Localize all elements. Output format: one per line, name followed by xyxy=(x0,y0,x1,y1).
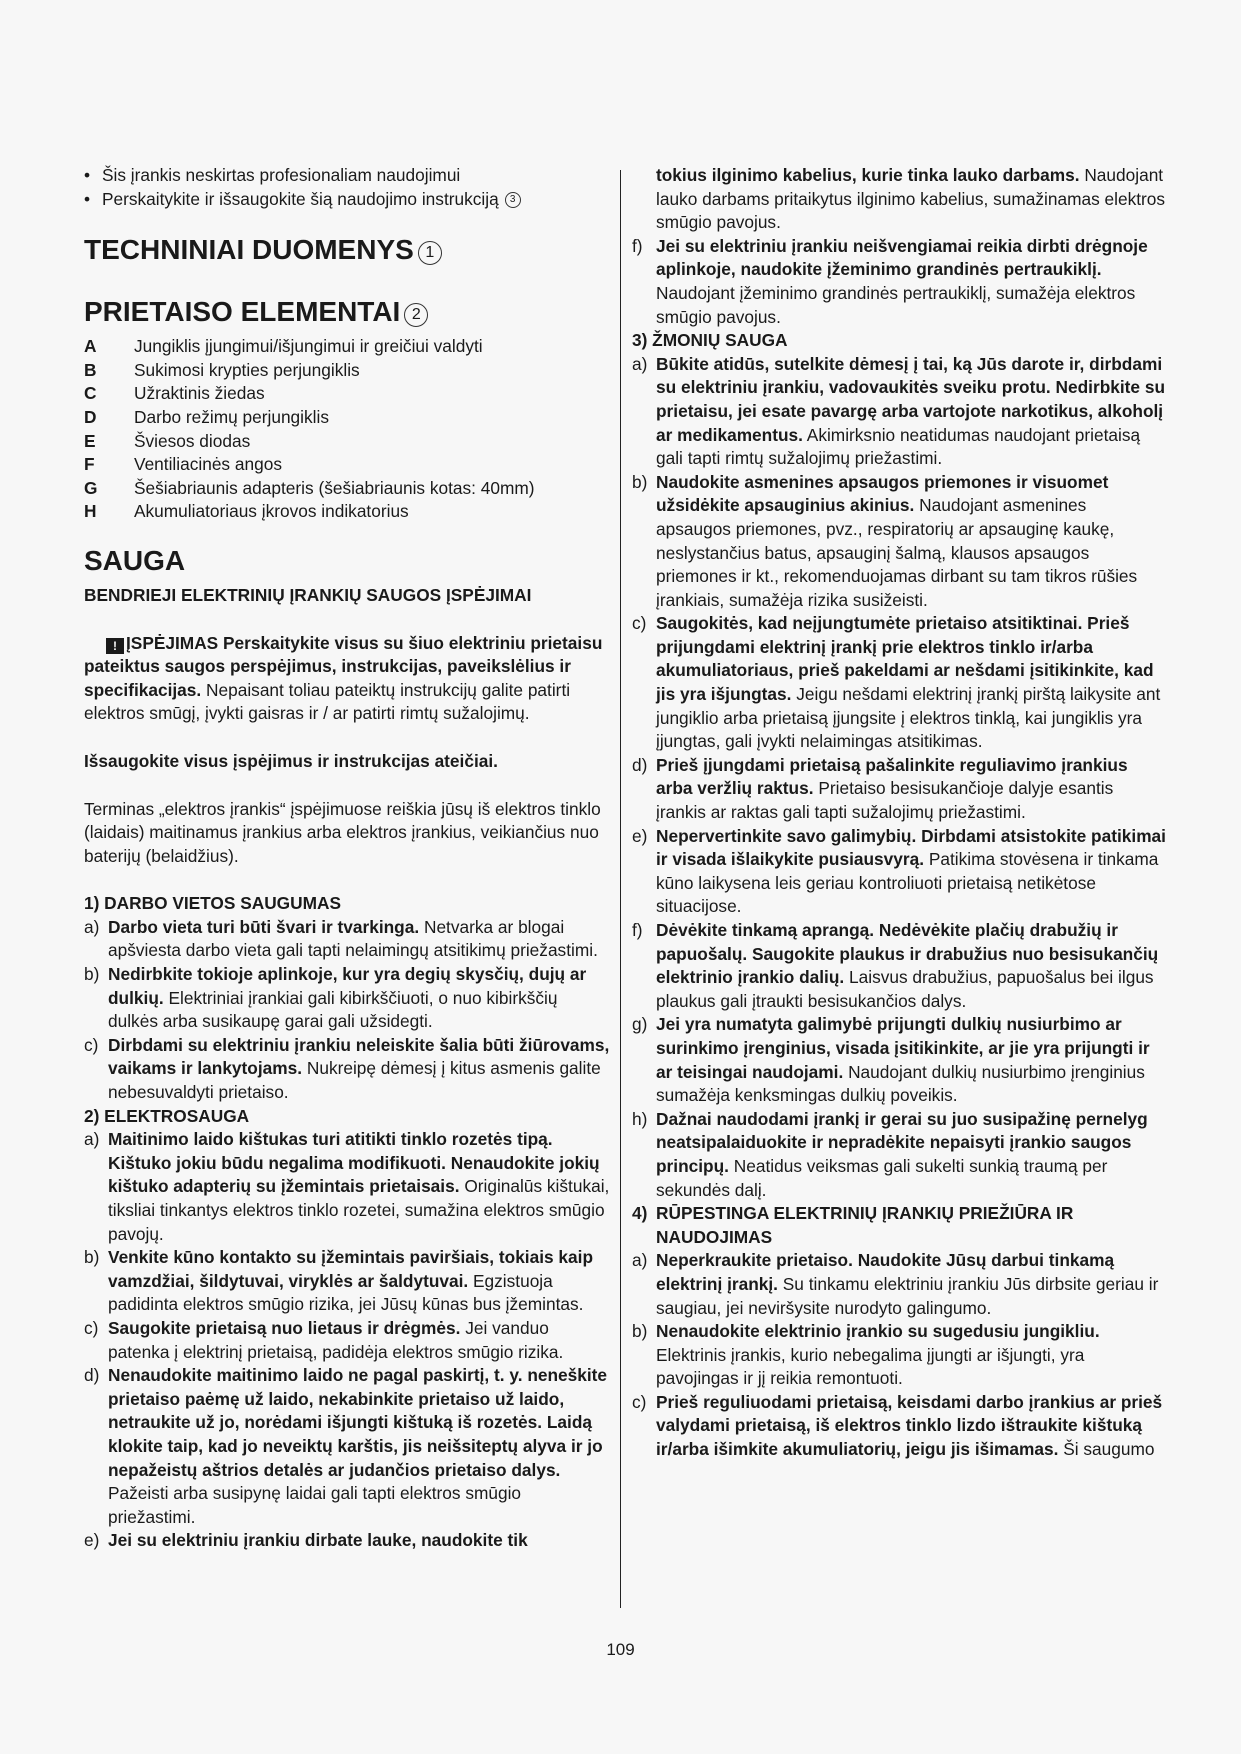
electrical-title: 2) ELEKTROSAUGA xyxy=(84,1105,250,1126)
figure-ref-3: 3 xyxy=(505,192,521,208)
list-item: c) Saugokite prietaisą nuo lietaus ir drėgmės. Jei vanduo patenka į elektrinį prietaisą, padidėja elektros smūgio rizika. xyxy=(84,1317,564,1362)
list-item: c) Dirbdami su elektriniu įrankiu neleiskite šalia būti žiūrovams, vaikams ir lankytojams. Nukreipę dėmesį į kitus asmenis galite nebesuvaldyti prietaiso. xyxy=(84,1034,610,1103)
general-safety-heading: BENDRIEJI ELEKTRINIŲ ĮRANKIŲ SAUGOS ĮSPĖJIMAI xyxy=(84,584,532,605)
left-column xyxy=(84,164,612,1553)
safety-title: SAUGA xyxy=(84,544,186,576)
part-row: G Šešiabriaunis adapteris (šešiabriaunis kotas: 40mm) xyxy=(84,477,535,498)
intro-bullet-1: • Šis įrankis neskirtas profesionaliam naudojimui xyxy=(84,164,612,188)
right-column xyxy=(632,164,1166,1462)
list-item: e) Nepervertinkite savo galimybių. Dirbdami atsistokite patikimai ir visada išlaikykite pusiausvyrą. Patikima stovėsena ir tinkama kūno laikysena leis geriau kontroliuoti prietaisą netikėtose situacijose. xyxy=(632,825,1166,917)
keep-instructions: Išsaugokite visus įspėjimus ir instrukcijas ateičiai. xyxy=(84,750,498,771)
warning-paragraph: ! ĮSPĖJIMAS Perskaitykite visus su šiuo elektriniu prietaisu pateiktus saugos perspėjimus, instrukcijas, paveikslėlius ir specifikacijas. Nepaisant toliau pateiktų instrukcijų galite patirti elektros smūgį, įvykti gaisras ir / ar patirti rimtų sužalojimų. xyxy=(84,632,603,724)
intro-bullet-2: • Perskaitykite ir išsaugokite šią naudojimo instrukciją 3 xyxy=(84,188,612,212)
personal-safety-title: 3) ŽMONIŲ SAUGA xyxy=(632,330,788,351)
list-item: c) Saugokitės, kad neįjungtumėte prietaiso atsitiktinai. Prieš prijungdami elektrinį įrankį prie elektros tinklo ir/arba akumuliatoriaus, prieš pakeldami ar nešdami įsitikinkite, kad jis yra išjungtas. Jeigu nešdami elektrinį įrankį pirštą laikysite ant jungiklio arba prietaisą įjungsite į elektros tinklą, kai jungiklis yra įjungtas, gali įvykti nelaimingas atsitikimas. xyxy=(632,613,1161,752)
list-item: b) Venkite kūno kontakto su įžemintais paviršiais, tokiais kaip vamzdžiai, šildytuvai, viryklės ar šaldytuvai. Egzistuoja padidinta elektros smūgio rizika, jei Jūsų kūnas bus įžemintas. xyxy=(84,1247,594,1315)
figure-ref-1: 1 xyxy=(418,241,442,265)
list-item-continued: tokius ilginimo kabelius, kurie tinka lauko darbams. Naudojant lauko darbams pritaikytus ilginimo kabelius, sumažinamas elektros smūgio pavojus. xyxy=(656,165,1166,233)
list-item: f) Dėvėkite tinkamą aprangą. Nedėvėkite plačių drabužių ir papuošalų. Saugokite plaukus ir drabužius nuo besisukančių elektrinio įrankio dalių. Laisvus drabužius, papuošalus bei ilgus plaukus gali įtraukti besisukančios dalys. xyxy=(632,920,1159,1011)
part-row: E Šviesos diodas xyxy=(84,430,251,451)
warning-triangle-icon: ! xyxy=(106,638,124,654)
list-item: a) Darbo vieta turi būti švari ir tvarkinga. Netvarka ar blogai apšviesta darbo vieta gali tapti nelaimingų atsitikimų priežastimi. xyxy=(84,916,598,961)
list-item: d) Prieš įjungdami prietaisą pašalinkite reguliavimo įrankius arba veržlių raktus. Prietaiso besisukančioje dalyje esantis įrankis ar raktas gali tapti sužalojimų priežastimi. xyxy=(632,754,1128,823)
list-item: c) Prieš reguliuodami prietaisą, keisdami darbo įrankius ar prieš valydami prietaisą, iš elektros tinklo lizdo ištraukite kištuką ir/arba išimkite akumuliatorių, jeigu jis išimamas. Ši saugumo xyxy=(632,1391,1163,1460)
list-item: a) Neperkraukite prietaiso. Naudokite Jūsų darbui tinkamą elektrinį įrankį. Su tinkamu elektriniu įrankiu Jūs dirbsite geriau ir saugiau, jei neviršysite nurodyto galingumo. xyxy=(632,1250,1159,1318)
part-row: B Sukimosi krypties perjungiklis xyxy=(84,359,360,380)
page-number: 109 xyxy=(606,1640,635,1659)
figure-ref-2: 2 xyxy=(404,303,428,327)
list-item: f) Jei su elektriniu įrankiu neišvengiamai reikia dirbti drėgnoje aplinkoje, naudokite įžeminimo grandinės pertraukiklį. Naudojant įžeminimo grandinės pertraukiklį, sumažėja elektros smūgio pavojus. xyxy=(632,235,1148,327)
intro-bullets xyxy=(84,164,612,211)
list-item: h) Dažnai naudodami įrankį ir gerai su juo susipažinę pernelyg neatsipalaiduokite ir nepradėkite nepaisyti įrankio saugos principų. Neatidus veiksmas gali sukelti sunkią traumą per sekundės dalį. xyxy=(632,1108,1148,1200)
elements-title: PRIETAISO ELEMENTAI 2 xyxy=(84,295,612,329)
tool-care-title: 4) RŪPESTINGA ELEKTRINIŲ ĮRANKIŲ PRIEŽIŪRA IR NAUDOJIMAS xyxy=(632,1203,1074,1247)
list-item: a) Būkite atidūs, sutelkite dėmesį į tai, ką Jūs darote ir, dirbdami su elektriniu įrankiu, vadovaukitės sveiku protu. Nedirbkite su prietaisu, jei esate pavargę arba vartojote narkotikus, alkoholį ar medikamentus. Akimirksnio neatidumas naudojant prietaisą gali tapti rimtų sužalojimų priežastimi. xyxy=(632,353,1165,469)
work-area-title: 1) DARBO VIETOS SAUGUMAS xyxy=(84,893,342,914)
term-definition: Terminas „elektros įrankis“ įspėjimuose reiškia jūsų iš elektros tinklo (laidais) maitinamus įrankius arba elektros įrankius, veikiančius nuo baterijų (belaidžius). xyxy=(84,798,601,866)
list-item: g) Jei yra numatyta galimybė prijungti dulkių nusiurbimo ar surinkimo įrenginius, visada įsitikinkite, ar jie yra prijungti ir ar teisingai naudojami. Naudojant dulkių nusiurbimo įrenginius sumažėja kenksmingas dulkių poveikis. xyxy=(632,1014,1150,1106)
part-row: D Darbo režimų perjungiklis xyxy=(84,406,329,427)
parts-list xyxy=(84,335,612,524)
list-item: b) Nenaudokite elektrinio įrankio su sugedusiu jungikliu. Elektrinis įrankis, kurio nebegalima įjungti ar išjungti, yra pavojingas ir jį reikia remontuoti. xyxy=(632,1321,1100,1389)
list-item: b) Nedirbkite tokioje aplinkoje, kur yra degių skysčių, dujų ar dulkių. Elektriniai įrankiai gali kibirkščiuoti, o nuo kibirkščių dulkės arba susikaupę garai gali užsidegti. xyxy=(84,964,587,1032)
part-row: C Užraktinis žiedas xyxy=(84,383,265,404)
list-item: b) Naudokite asmenines apsaugos priemones ir visuomet užsidėkite apsauginius akinius. Naudojant asmenines apsaugos priemones, pvz., respiratorių ar apsauginę kaukę, neslystančius batus, apsauginį šalmą, klausos apsaugos priemones ir kt., rekomenduojamas dirbant su tam tikros rūšies įrankiais, sumažėja rizika susižeisti. xyxy=(632,471,1138,610)
list-item: a) Maitinimo laido kištukas turi atitikti tinklo rozetės tipą. Kištuko jokiu būdu negalima modifikuoti. Nenaudokite jokių kištuko adapterių su įžemintais prietaisais. Originalūs kištukai, tiksliai tinkantys elektros tinklo rozetei, sumažina elektros smūgio pavojų. xyxy=(84,1129,610,1244)
list-item: e) Jei su elektriniu įrankiu dirbate lauke, naudokite tik xyxy=(84,1530,528,1551)
part-row: A Jungiklis įjungimui/išjungimui ir greičiui valdyti xyxy=(84,336,483,357)
tech-data-title: TECHNINIAI DUOMENYS 1 xyxy=(84,233,612,267)
part-row: H Akumuliatoriaus įkrovos indikatorius xyxy=(84,501,409,522)
part-row: F Ventiliacinės angos xyxy=(84,454,282,475)
list-item: d) Nenaudokite maitinimo laido ne pagal paskirtį, t. y. neneškite prietaiso paėmę už laido, nekabinkite prietaiso už laido, netraukite už jo, norėdami išjungti kištuką iš rozetės. Laidą klokite taip, kad jo neveiktų karštis, jis neišsiteptų alyva ir jo nepažeistų aštrios detalės ar judančios prietaiso dalys. Pažeisti arba susipynę laidai gali tapti elektros smūgio priežastimi. xyxy=(84,1365,608,1527)
column-divider xyxy=(620,170,621,1608)
